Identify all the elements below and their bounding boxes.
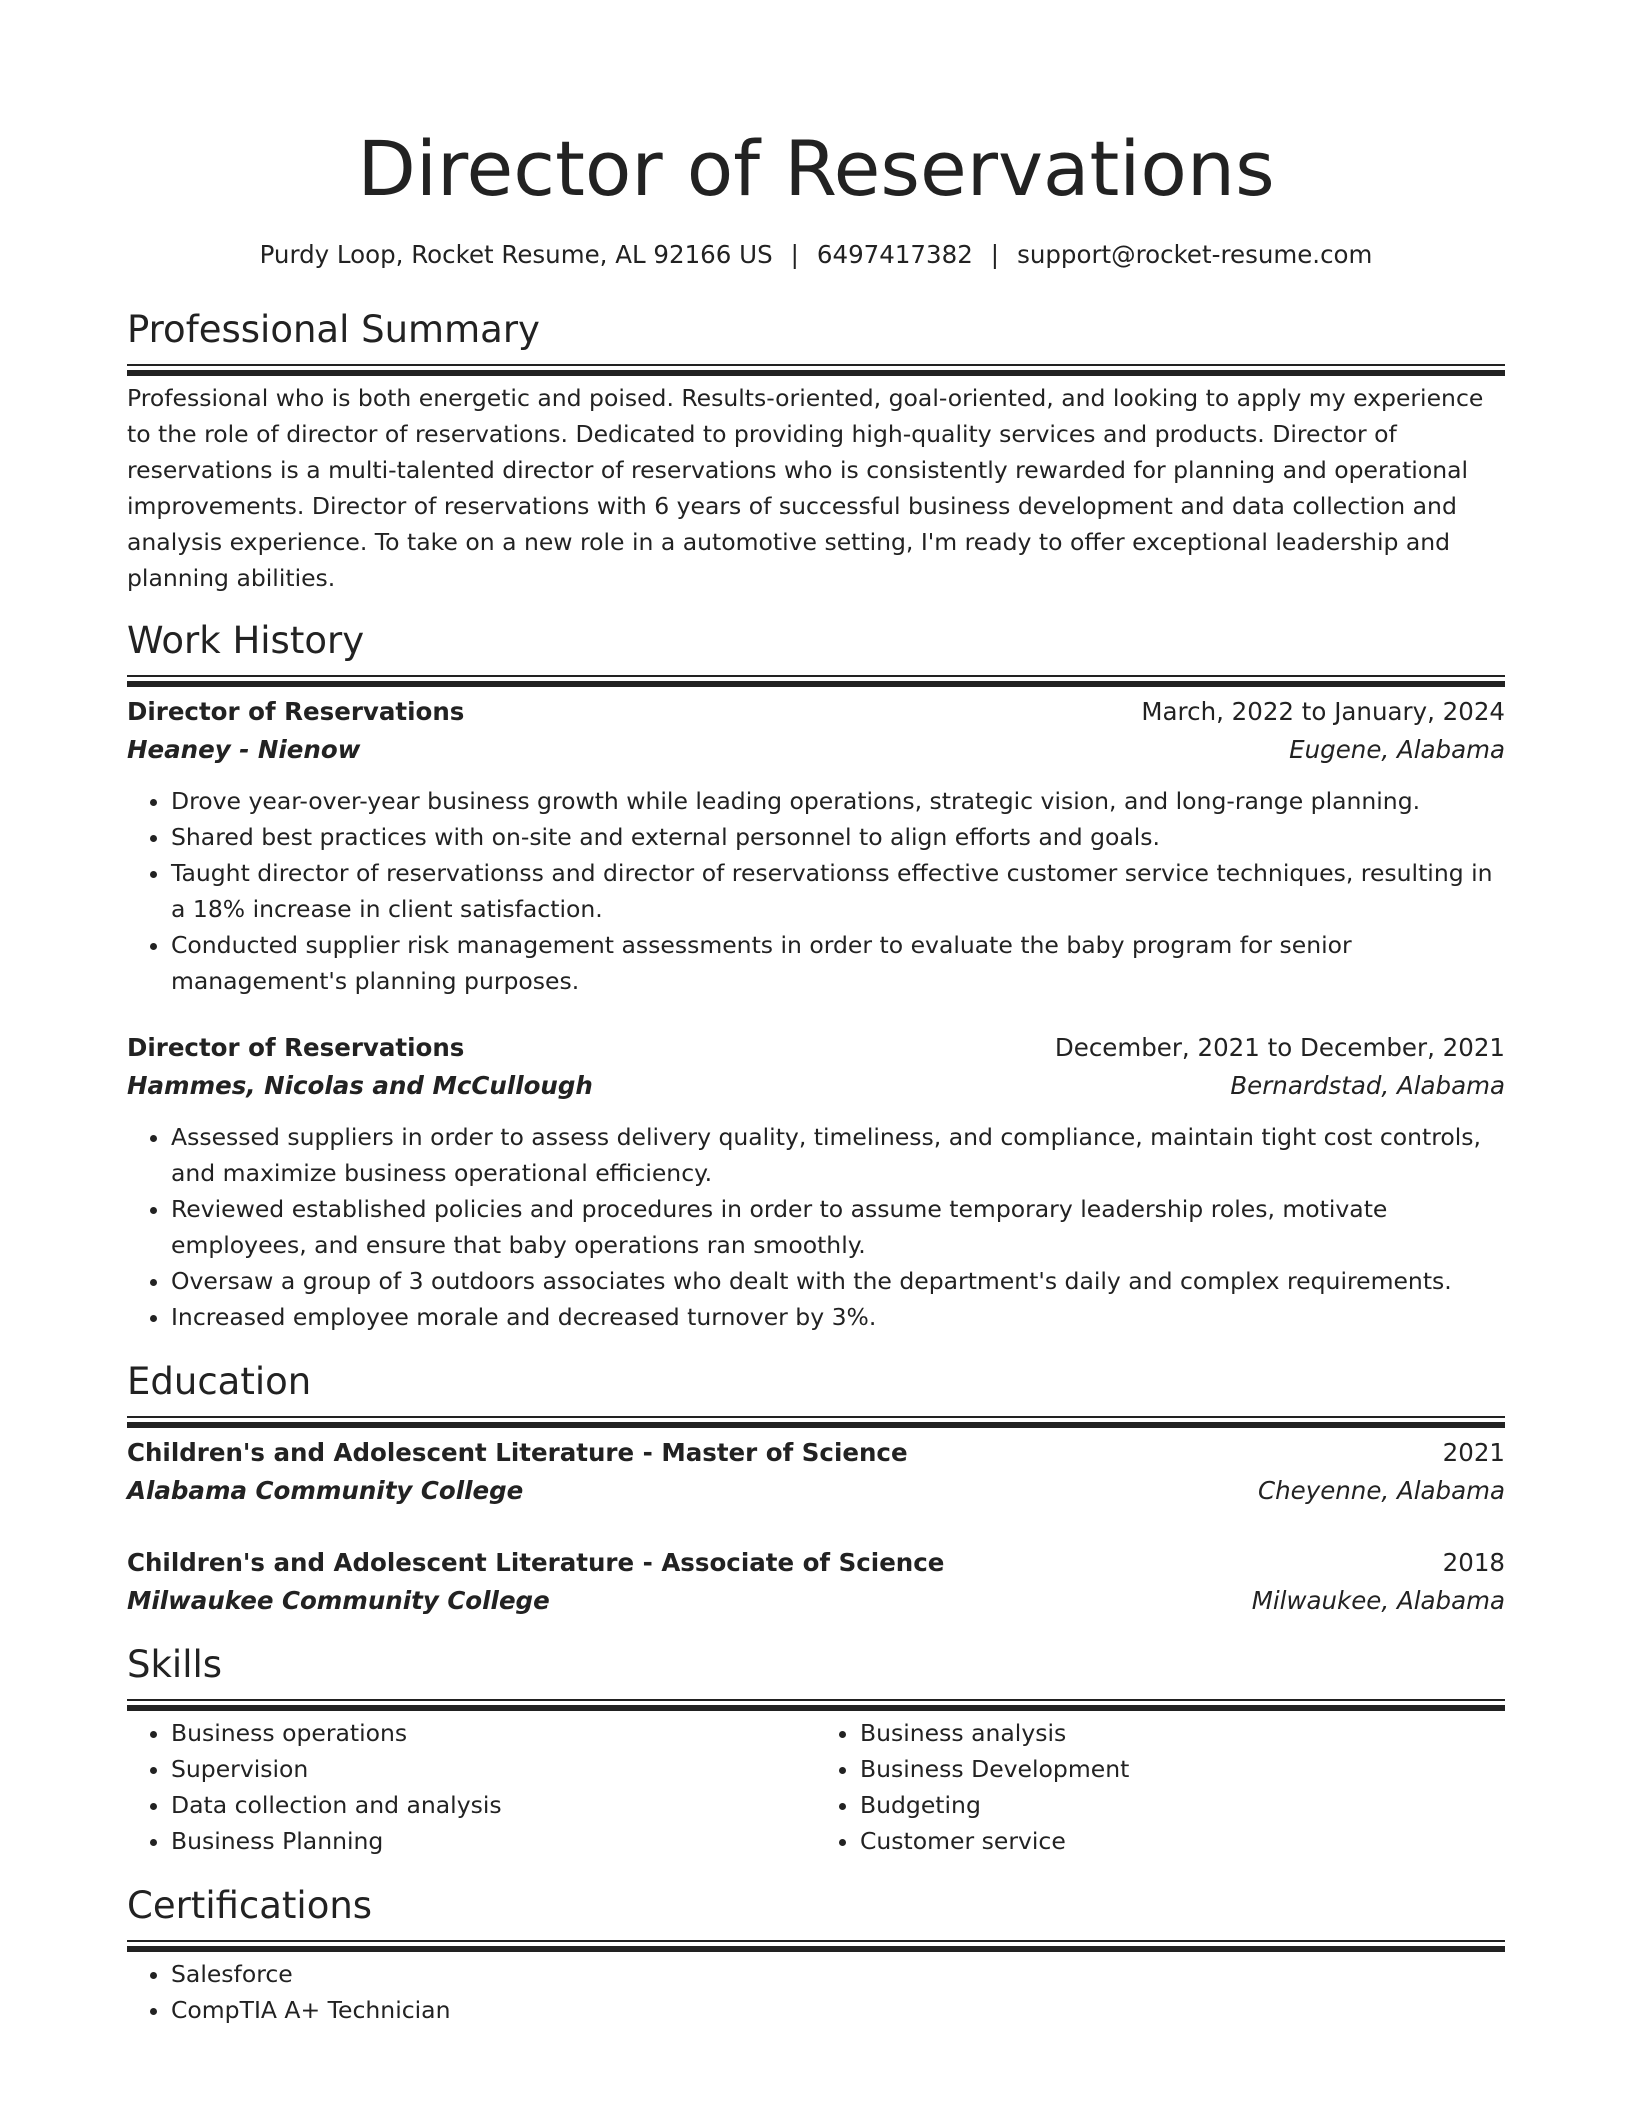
education-entry [127,1434,1505,1510]
section-divider [127,1940,1505,1942]
school-name: Milwaukee Community College [127,1586,550,1615]
summary-section [127,305,1505,596]
certifications-section [127,1881,1505,2028]
contact-separator: | [790,240,799,269]
contact-separator: | [990,240,1000,269]
job-bullet: • Drove year-over-year business growth while leading operations, strategic vision, and long-range planning. [171,783,1505,819]
skills-list-right [816,1715,1505,1859]
job-bullet: • Taught director of reservationss and director of reservationss effective customer service techniques, resulting in a 18% increase in client satisfaction. [171,855,1505,927]
phone: 6497417382 [816,240,973,269]
skills-section [127,1640,1505,1859]
candidate-name: Director of Reservations [357,124,1275,213]
job-employer-row [127,1067,1505,1105]
education-school-row [127,1582,1505,1620]
skill-item: • Supervision [171,1751,816,1787]
job-bullet: • Shared best practices with on-site and external personnel to align efforts and goals. [171,819,1505,855]
job-bullets [127,1119,1505,1335]
job-entry [127,1029,1505,1335]
section-title-education: Education [127,1360,312,1403]
job-header-row [127,1029,1505,1067]
summary-text: Professional who is both energetic and poised. Results-oriented, goal-oriented, and looking to apply my experience to the role of director of reservations. Dedicated to providing high-quality services and products. Director of reservations is a multi-talented director of reservations who is consistently rewarded for planning and operational improvements. Director of reservations with 6 years of successful business development and data collection and analysis experience. To take on a new role in a automotive setting, I'm ready to offer exceptional leadership and planning abilities. [127,384,1484,592]
school-location: Cheyenne, Alabama [1257,1476,1505,1505]
education-section [127,1357,1505,1620]
job-location: Bernardstad, Alabama [1230,1071,1505,1100]
work-section [127,616,1505,1335]
job-bullet: • Oversaw a group of 3 outdoors associates who dealt with the department's daily and complex requirements. [171,1263,1505,1299]
skill-item: • Business Planning [171,1823,816,1859]
job-bullets [127,783,1505,999]
certification-item: • CompTIA A+ Technician [171,1992,1505,2028]
skill-item: • Business analysis [860,1715,1505,1751]
job-employer: Hammes, Nicolas and McCullough [127,1071,593,1100]
job-entry [127,693,1505,999]
certifications-list [127,1956,1505,2028]
section-title-skills: Skills [127,1643,223,1686]
section-title-summary: Professional Summary [127,308,540,351]
job-header-row [127,693,1505,731]
education-header-row [127,1434,1505,1472]
job-bullet: • Reviewed established policies and procedures in order to assume temporary leadership roles, motivate employees, and ensure that baby operations ran smoothly. [171,1191,1505,1263]
job-bullet: • Assessed suppliers in order to assess delivery quality, timeliness, and compliance, maintain tight cost controls, and maximize business operational efficiency. [171,1119,1505,1191]
skill-item: • Business operations [171,1715,816,1751]
skill-item: • Customer service [860,1823,1505,1859]
skill-item: • Budgeting [860,1787,1505,1823]
section-divider [127,675,1505,677]
job-bullet: • Conducted supplier risk management assessments in order to evaluate the baby program for senior management's planning purposes. [171,927,1505,999]
job-title: Director of Reservations [127,1033,465,1062]
school-name: Alabama Community College [127,1476,524,1505]
education-school-row [127,1472,1505,1510]
section-divider [127,1416,1505,1418]
skill-item: • Data collection and analysis [171,1787,816,1823]
section-title-work: Work History [127,619,365,662]
graduation-year: 2018 [1442,1548,1505,1577]
job-employer-row [127,731,1505,769]
certification-item: • Salesforce [171,1956,1505,1992]
contact-line [127,238,1505,272]
address: Purdy Loop, Rocket Resume, AL 92166 US [259,240,773,269]
degree: Children's and Adolescent Literature - Associate of Science [127,1548,945,1577]
job-dates: December, 2021 to December, 2021 [1054,1033,1505,1062]
skill-item: • Business Development [860,1751,1505,1787]
school-location: Milwaukee, Alabama [1251,1586,1505,1615]
education-entry [127,1544,1505,1620]
education-header-row [127,1544,1505,1582]
job-dates: March, 2022 to January, 2024 [1141,697,1505,726]
graduation-year: 2021 [1442,1438,1505,1467]
section-title-certifications: Certifications [127,1884,373,1927]
skills-list-left [127,1715,816,1859]
email: support@rocket-resume.com [1017,240,1373,269]
section-divider [127,1699,1505,1701]
degree: Children's and Adolescent Literature - Master of Science [127,1438,908,1467]
skills-columns [127,1715,1505,1859]
job-title: Director of Reservations [127,697,465,726]
job-employer: Heaney - Nienow [127,735,361,764]
section-divider [127,364,1505,366]
job-bullet: • Increased employee morale and decreased turnover by 3%. [171,1299,1505,1335]
job-location: Eugene, Alabama [1289,735,1505,764]
